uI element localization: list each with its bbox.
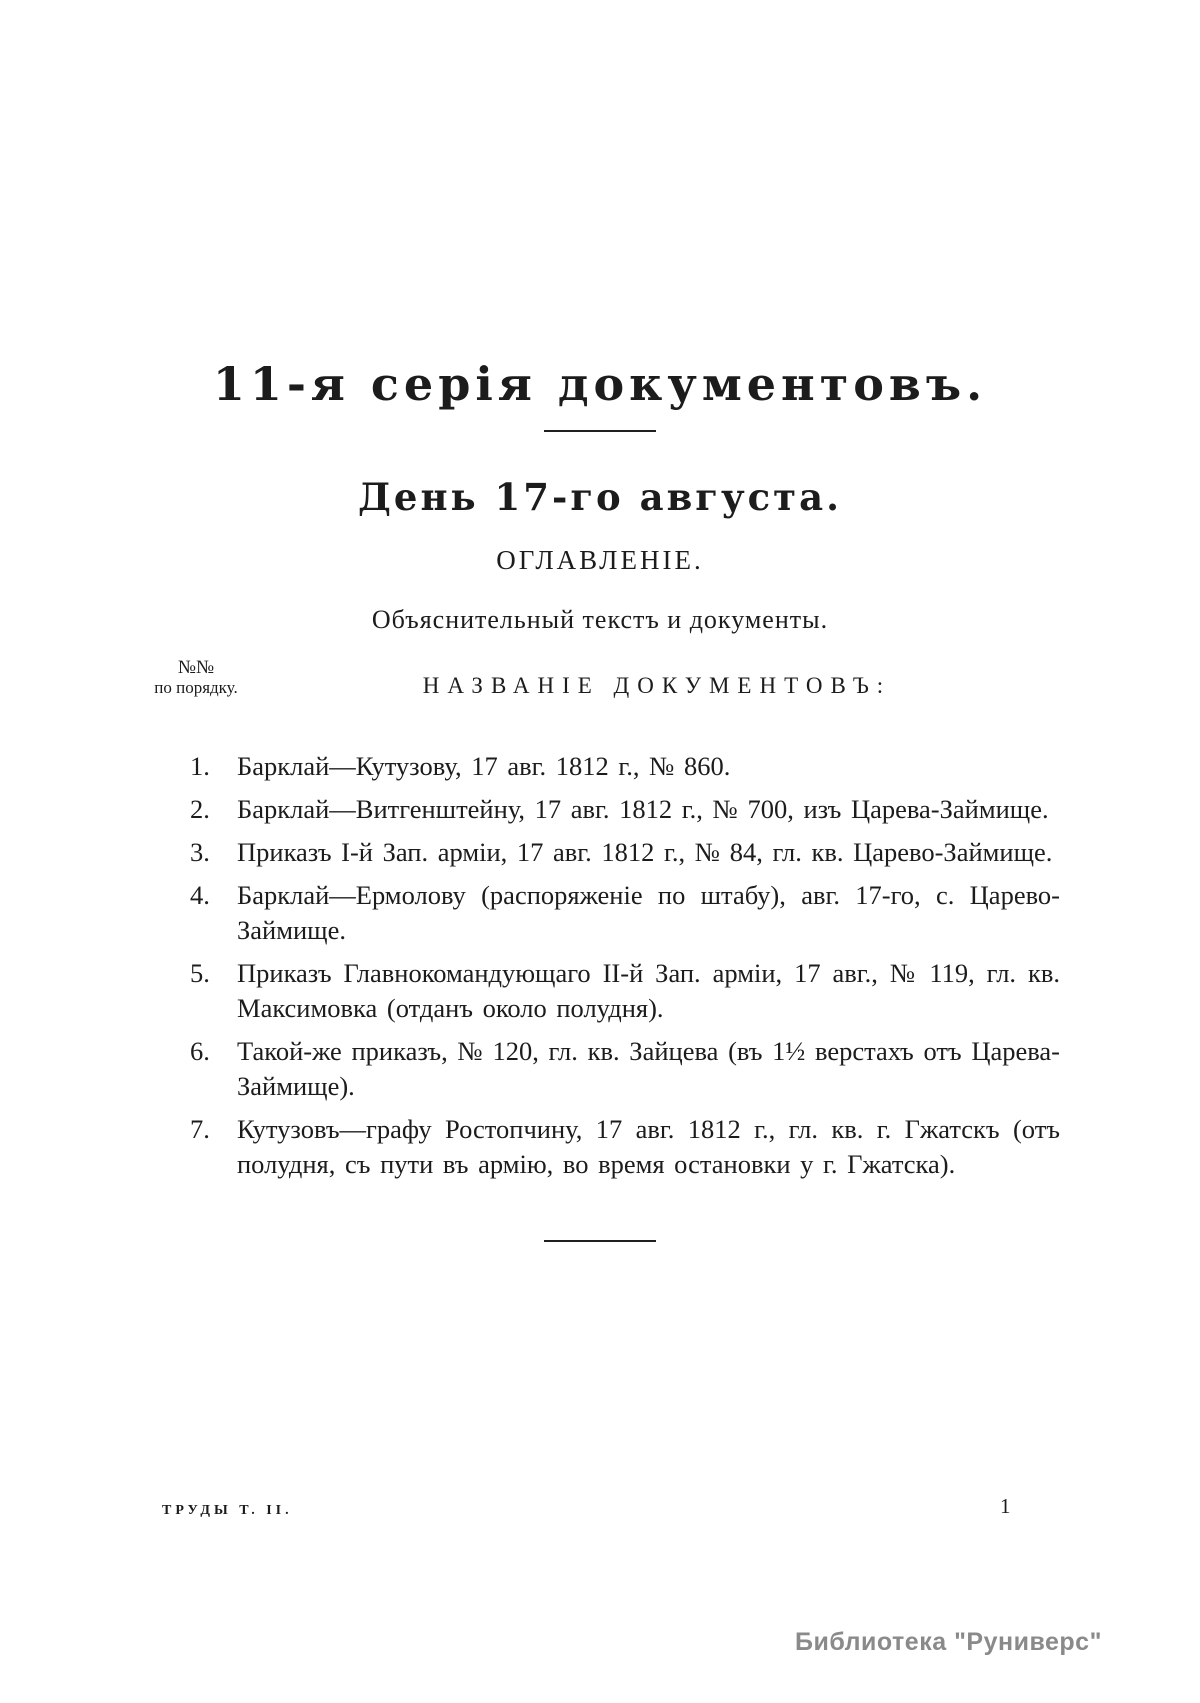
toc-list [140, 749, 1060, 1182]
divider-rule-top [544, 430, 656, 432]
day-title: День 17-го августа. [358, 475, 842, 519]
explanatory-subtitle: Объяснительный текстъ и документы. [371, 605, 829, 634]
toc-item [140, 749, 1060, 784]
toc-number-column-header [140, 657, 252, 698]
toc-item-number: 2. [190, 794, 210, 824]
toc-item-text: Приказъ I-й Зап. арміи, 17 авг. 1812 г., № 84, гл. кв. Царево-Займище. [237, 837, 1053, 867]
toc-item [140, 1034, 1060, 1104]
divider-rule-bottom [544, 1240, 656, 1242]
toc-column-headers [140, 657, 1060, 717]
toc-titles-column-header: НАЗВАНІЕ ДОКУМЕНТОВЪ: [422, 673, 892, 698]
toc-item-number: 6. [190, 1036, 210, 1066]
toc-item-text: Кутузовъ—графу Ростопчину, 17 авг. 1812 г., гл. кв. г. Гжатскъ (отъ полудня, съ пути въ армію, во время остановки у г. Гжатска). [237, 1114, 1060, 1179]
toc-item-number: 5. [190, 958, 210, 988]
toc-number-header-line1: №№ [177, 657, 215, 678]
toc-item-text: Барклай—Кутузову, 17 авг. 1812 г., № 860. [237, 751, 731, 781]
toc-number-header-line2: по порядку. [154, 678, 238, 697]
toc-item-number: 4. [190, 880, 210, 910]
toc-item-text: Приказъ Главнокомандующаго II-й Зап. арміи, 17 авг., № 119, гл. кв. Максимовка (отданъ около полудня). [237, 958, 1060, 1023]
footer-volume-label: ТРУДЫ Т. II. [162, 1503, 293, 1518]
toc-item [140, 878, 1060, 948]
toc-item [140, 835, 1060, 870]
toc-item-number: 7. [190, 1114, 210, 1144]
library-watermark: Библиотека "Руниверс" [795, 1628, 1102, 1656]
toc-item [140, 792, 1060, 827]
toc-item-text: Такой-же приказъ, № 120, гл. кв. Зайцева (въ 1½ верстахъ отъ Царева-Займище). [237, 1036, 1060, 1101]
toc-item-text: Барклай—Ермолову (распоряженіе по штабу), авг. 17-го, с. Царево-Займище. [237, 880, 1060, 945]
toc-item [140, 1112, 1060, 1182]
toc-item-number: 1. [190, 751, 210, 781]
toc-item [140, 956, 1060, 1026]
page-number: 1 [1000, 1494, 1011, 1518]
series-title: 11-я серія документовъ. [212, 357, 988, 411]
contents-heading: ОГЛАВЛЕНІЕ. [496, 545, 704, 575]
toc-item-number: 3. [190, 837, 210, 867]
page-content [140, 358, 1060, 1242]
toc-item-text: Барклай—Витгенштейну, 17 авг. 1812 г., № 700, изъ Царева-Займище. [237, 794, 1049, 824]
